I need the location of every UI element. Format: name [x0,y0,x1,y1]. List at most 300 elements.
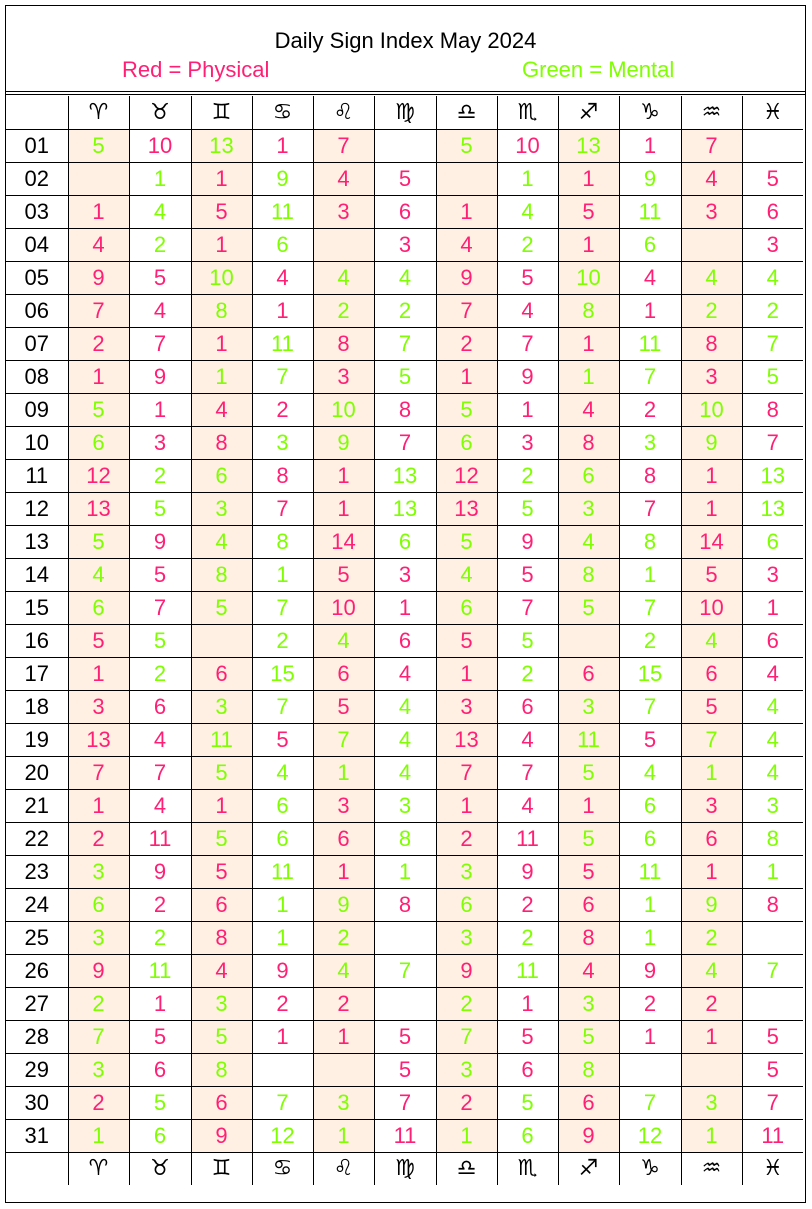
index-value-cell: 3 [436,690,497,723]
day-label: 09 [6,393,68,426]
index-value-cell: 4 [313,162,374,195]
day-label: 22 [6,822,68,855]
index-value-cell: 1 [68,360,129,393]
index-value-cell: 4 [68,558,129,591]
index-value-cell: 5 [558,591,619,624]
index-value-cell: 7 [436,1020,497,1053]
index-value-cell: 6 [191,888,252,921]
index-value-cell: 6 [191,459,252,492]
index-value-cell: 4 [558,393,619,426]
sign-index-grid [6,96,803,1185]
day-label: 30 [6,1086,68,1119]
index-value-cell: 9 [68,261,129,294]
corner-cell [6,1152,68,1185]
index-value-cell [374,987,436,1020]
index-value-cell: 6 [681,657,742,690]
sign-symbol: ♎ [436,96,497,129]
index-value-cell [436,162,497,195]
index-value-cell: 7 [742,1086,803,1119]
index-value-cell: 10 [313,393,374,426]
index-value-cell: 3 [313,789,374,822]
index-value-cell: 13 [191,129,252,162]
index-value-cell: 6 [252,789,313,822]
index-value-cell: 1 [436,657,497,690]
index-value-cell: 5 [191,591,252,624]
index-value-cell: 3 [742,228,803,261]
index-value-cell: 2 [129,888,191,921]
index-value-cell: 8 [681,327,742,360]
index-value-cell: 5 [129,1020,191,1053]
index-value-cell: 7 [742,426,803,459]
table-row [6,822,803,855]
index-value-cell: 1 [313,756,374,789]
index-value-cell: 4 [742,723,803,756]
index-value-cell: 9 [252,954,313,987]
sign-symbol: ♉ [129,96,191,129]
index-value-cell: 3 [374,228,436,261]
index-value-cell: 6 [68,888,129,921]
index-value-cell: 1 [252,1020,313,1053]
index-value-cell: 13 [436,723,497,756]
index-value-cell: 9 [619,954,681,987]
index-value-cell: 1 [681,459,742,492]
index-value-cell: 12 [619,1119,681,1152]
index-value-cell: 7 [374,954,436,987]
day-label: 10 [6,426,68,459]
index-value-cell: 14 [313,525,374,558]
index-value-cell: 1 [129,393,191,426]
index-value-cell: 5 [497,558,558,591]
index-value-cell: 2 [252,987,313,1020]
index-value-cell: 7 [436,294,497,327]
day-label: 18 [6,690,68,723]
index-value-cell: 9 [681,888,742,921]
index-value-cell: 11 [619,327,681,360]
index-value-cell: 2 [436,1086,497,1119]
index-value-cell: 4 [619,261,681,294]
index-value-cell: 5 [742,360,803,393]
index-value-cell [742,129,803,162]
index-value-cell: 1 [681,1119,742,1152]
index-value-cell: 6 [436,591,497,624]
index-value-cell: 3 [313,360,374,393]
index-value-cell: 8 [742,888,803,921]
index-value-cell: 2 [68,822,129,855]
index-value-cell: 7 [619,1086,681,1119]
index-value-cell: 7 [313,129,374,162]
index-value-cell: 9 [497,855,558,888]
index-value-cell: 4 [191,954,252,987]
index-value-cell: 7 [252,1086,313,1119]
index-value-cell: 8 [191,921,252,954]
index-value-cell: 1 [497,987,558,1020]
index-value-cell: 3 [68,1053,129,1086]
index-value-cell: 8 [558,426,619,459]
index-value-cell: 3 [681,1086,742,1119]
corner-cell [6,96,68,129]
index-value-cell: 5 [68,393,129,426]
index-value-cell: 7 [374,426,436,459]
index-value-cell: 1 [619,1020,681,1053]
index-value-cell: 5 [374,162,436,195]
index-value-cell: 6 [68,591,129,624]
index-value-cell: 5 [436,624,497,657]
index-value-cell: 3 [497,426,558,459]
index-value-cell: 1 [252,294,313,327]
index-value-cell: 5 [191,1020,252,1053]
index-value-cell: 2 [742,294,803,327]
index-value-cell: 9 [129,360,191,393]
index-value-cell: 10 [191,261,252,294]
table-row [6,393,803,426]
index-value-cell: 8 [619,525,681,558]
index-value-cell: 2 [129,921,191,954]
sign-symbol: ♈ [68,1152,129,1185]
table-row [6,492,803,525]
table-row [6,129,803,162]
index-value-cell: 1 [129,162,191,195]
index-value-cell: 5 [742,1020,803,1053]
index-value-cell: 11 [374,1119,436,1152]
index-value-cell: 5 [252,723,313,756]
table-row [6,195,803,228]
index-value-cell: 1 [313,1020,374,1053]
index-value-cell: 6 [619,228,681,261]
index-value-cell: 1 [436,195,497,228]
index-value-cell: 9 [313,426,374,459]
sign-symbol: ♒ [681,96,742,129]
sign-symbol: ♐ [558,1152,619,1185]
index-value-cell: 2 [68,987,129,1020]
index-value-cell [558,624,619,657]
index-value-cell: 9 [313,888,374,921]
sign-index-table-frame [5,5,806,1203]
table-row [6,1086,803,1119]
index-value-cell: 2 [129,459,191,492]
index-value-cell: 11 [742,1119,803,1152]
index-value-cell: 9 [436,954,497,987]
table-row [6,459,803,492]
day-label: 31 [6,1119,68,1152]
index-value-cell: 7 [619,492,681,525]
day-label: 05 [6,261,68,294]
day-label: 28 [6,1020,68,1053]
index-value-cell: 2 [313,987,374,1020]
index-value-cell: 6 [191,657,252,690]
day-label: 12 [6,492,68,525]
sign-symbol: ♊ [191,96,252,129]
table-row [6,162,803,195]
index-value-cell: 2 [436,327,497,360]
index-value-cell: 1 [191,789,252,822]
index-value-cell: 5 [68,525,129,558]
index-value-cell: 7 [129,756,191,789]
index-value-cell: 14 [681,525,742,558]
index-value-cell: 5 [681,558,742,591]
day-label: 17 [6,657,68,690]
index-value-cell: 7 [742,327,803,360]
index-value-cell: 5 [129,558,191,591]
index-value-cell: 3 [742,789,803,822]
index-value-cell [742,921,803,954]
index-value-cell: 8 [619,459,681,492]
index-value-cell: 7 [129,327,191,360]
index-value-cell: 11 [252,327,313,360]
index-value-cell: 6 [191,1086,252,1119]
sign-symbol: ♌ [313,1152,374,1185]
index-value-cell: 5 [68,624,129,657]
index-value-cell: 1 [313,1119,374,1152]
sign-symbol: ♓ [742,1152,803,1185]
index-value-cell: 1 [619,294,681,327]
index-value-cell: 9 [129,525,191,558]
header-sign-row [6,96,803,129]
index-value-cell: 5 [191,822,252,855]
index-value-cell: 6 [497,1053,558,1086]
index-value-cell: 3 [619,426,681,459]
index-value-cell: 3 [68,855,129,888]
index-value-cell: 2 [619,393,681,426]
index-value-cell: 1 [374,855,436,888]
index-value-cell: 7 [252,492,313,525]
index-value-cell: 3 [742,558,803,591]
table-row [6,1119,803,1152]
index-value-cell: 7 [68,294,129,327]
index-value-cell: 5 [129,1086,191,1119]
index-value-cell: 2 [252,393,313,426]
legend-physical: Red = Physical [122,57,270,82]
index-value-cell: 4 [742,690,803,723]
index-value-cell: 1 [619,921,681,954]
sign-symbol: ♊ [191,1152,252,1185]
index-value-cell: 1 [68,195,129,228]
index-value-cell: 1 [681,1020,742,1053]
table-row [6,1053,803,1086]
index-value-cell: 4 [252,756,313,789]
index-value-cell: 9 [129,855,191,888]
index-value-cell: 2 [313,294,374,327]
index-value-cell: 1 [191,360,252,393]
index-value-cell: 1 [497,162,558,195]
day-label: 13 [6,525,68,558]
index-value-cell [681,1053,742,1086]
index-value-cell: 10 [313,591,374,624]
index-value-cell: 10 [129,129,191,162]
index-value-cell: 7 [681,723,742,756]
index-value-cell: 1 [497,393,558,426]
index-value-cell: 1 [681,855,742,888]
index-value-cell: 8 [374,822,436,855]
index-value-cell: 8 [374,888,436,921]
day-label: 16 [6,624,68,657]
index-value-cell: 1 [436,1119,497,1152]
index-value-cell: 1 [558,789,619,822]
index-value-cell: 11 [497,822,558,855]
day-label: 11 [6,459,68,492]
index-value-cell: 4 [252,261,313,294]
table-row [6,294,803,327]
index-value-cell: 9 [68,954,129,987]
index-value-cell: 4 [374,690,436,723]
index-value-cell: 7 [497,756,558,789]
index-value-cell: 8 [558,558,619,591]
index-value-cell: 3 [313,195,374,228]
index-value-cell: 5 [436,129,497,162]
index-value-cell: 7 [68,756,129,789]
index-value-cell [374,129,436,162]
sign-symbol: ♍ [374,1152,436,1185]
index-value-cell: 11 [619,195,681,228]
index-value-cell: 3 [681,789,742,822]
day-label: 23 [6,855,68,888]
index-value-cell: 8 [558,294,619,327]
index-value-cell: 5 [374,1020,436,1053]
index-value-cell: 1 [313,459,374,492]
index-value-cell: 5 [497,261,558,294]
index-value-cell: 5 [191,855,252,888]
index-value-cell: 11 [619,855,681,888]
index-value-cell: 5 [129,492,191,525]
index-value-cell: 7 [68,1020,129,1053]
index-value-cell: 4 [436,228,497,261]
index-value-cell: 5 [558,756,619,789]
index-value-cell: 3 [191,690,252,723]
index-value-cell: 5 [191,756,252,789]
index-value-cell: 8 [191,1053,252,1086]
index-value-cell: 3 [558,690,619,723]
day-label: 21 [6,789,68,822]
table-row [6,855,803,888]
index-value-cell: 6 [374,525,436,558]
index-value-cell: 2 [252,624,313,657]
index-value-cell: 2 [619,987,681,1020]
index-value-cell: 6 [619,822,681,855]
index-value-cell: 9 [252,162,313,195]
index-value-cell: 4 [313,954,374,987]
day-label: 08 [6,360,68,393]
index-value-cell: 1 [742,855,803,888]
index-value-cell: 4 [742,261,803,294]
table-row [6,789,803,822]
day-label: 20 [6,756,68,789]
index-value-cell: 3 [681,360,742,393]
index-value-cell: 2 [681,294,742,327]
index-value-cell: 11 [129,822,191,855]
index-value-cell: 8 [252,459,313,492]
page-title: Daily Sign Index May 2024 [274,28,537,53]
index-value-cell: 1 [558,228,619,261]
index-value-cell: 3 [436,855,497,888]
index-value-cell: 7 [742,954,803,987]
day-label: 25 [6,921,68,954]
index-value-cell: 1 [374,591,436,624]
index-value-cell: 6 [129,1119,191,1152]
index-value-cell: 4 [619,756,681,789]
index-value-cell: 15 [619,657,681,690]
index-value-cell: 4 [681,162,742,195]
index-value-cell: 6 [129,1053,191,1086]
index-value-cell: 12 [68,459,129,492]
index-value-cell: 2 [497,657,558,690]
index-value-cell: 8 [191,558,252,591]
index-value-cell: 4 [742,756,803,789]
index-value-cell: 6 [436,888,497,921]
index-value-cell: 6 [252,228,313,261]
sign-symbol: ♑ [619,96,681,129]
day-label: 03 [6,195,68,228]
index-value-cell: 3 [436,1053,497,1086]
day-label: 15 [6,591,68,624]
index-value-cell: 1 [252,129,313,162]
index-value-cell: 5 [129,261,191,294]
index-value-cell: 3 [374,789,436,822]
index-value-cell: 1 [313,855,374,888]
index-value-cell: 1 [742,591,803,624]
index-value-cell: 9 [681,426,742,459]
table-row [6,261,803,294]
index-value-cell: 3 [558,492,619,525]
index-value-cell: 4 [497,723,558,756]
index-value-cell: 4 [68,228,129,261]
table-row [6,723,803,756]
index-value-cell: 8 [558,921,619,954]
index-value-cell: 5 [374,1053,436,1086]
index-value-cell: 2 [497,888,558,921]
day-label: 07 [6,327,68,360]
index-value-cell: 6 [619,789,681,822]
index-value-cell: 6 [742,195,803,228]
index-value-cell: 5 [558,1020,619,1053]
index-value-cell: 7 [619,360,681,393]
day-label: 02 [6,162,68,195]
sign-symbol: ♒ [681,1152,742,1185]
index-value-cell: 5 [742,1053,803,1086]
index-value-cell: 6 [742,624,803,657]
index-value-cell: 5 [558,822,619,855]
index-value-cell: 5 [742,162,803,195]
index-value-cell [191,624,252,657]
index-value-cell [68,162,129,195]
table-row [6,954,803,987]
table-row [6,525,803,558]
index-value-cell: 6 [558,888,619,921]
index-value-cell: 5 [681,690,742,723]
header-divider [6,94,805,95]
index-value-cell [374,921,436,954]
index-value-cell: 3 [129,426,191,459]
index-value-cell: 11 [497,954,558,987]
index-value-cell: 2 [129,657,191,690]
index-value-cell: 1 [681,492,742,525]
table-row [6,228,803,261]
index-value-cell: 5 [191,195,252,228]
index-value-cell: 5 [497,1086,558,1119]
index-value-cell: 9 [558,1119,619,1152]
sign-symbol: ♑ [619,1152,681,1185]
index-value-cell: 11 [252,855,313,888]
index-value-cell: 6 [129,690,191,723]
table-row [6,657,803,690]
index-value-cell: 4 [191,393,252,426]
index-value-cell: 2 [681,921,742,954]
index-value-cell: 7 [374,1086,436,1119]
legend-mental: Green = Mental [522,57,675,82]
index-value-cell [681,228,742,261]
index-value-cell: 4 [681,624,742,657]
index-value-cell: 9 [436,261,497,294]
index-value-cell: 6 [313,822,374,855]
index-value-cell: 11 [129,954,191,987]
